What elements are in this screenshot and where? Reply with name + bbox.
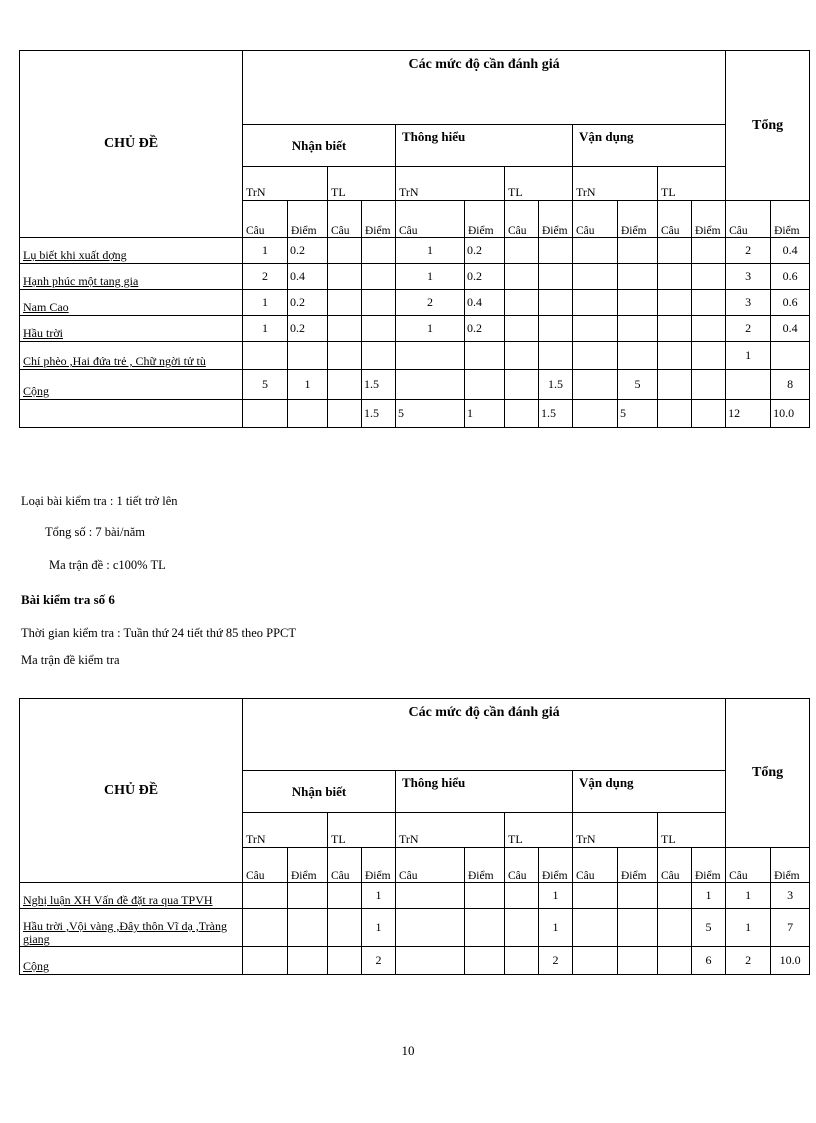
cell: 1.5 <box>539 400 573 428</box>
info-tong-so: Tổng số : 7 bài/năm <box>45 525 145 539</box>
col-cau: Câu <box>573 201 618 238</box>
cell <box>539 264 573 290</box>
row-topic: Chí phèo ,Hai đứa trẻ , Chữ ngời tử tù <box>20 342 243 370</box>
cell <box>618 316 658 342</box>
cell: 0.2 <box>288 238 328 264</box>
cell: 0.4 <box>771 238 810 264</box>
col-diem: Điểm <box>618 201 658 238</box>
matrix-table-2 <box>19 698 810 975</box>
cell: 1 <box>362 883 396 909</box>
cell <box>618 238 658 264</box>
cell <box>618 909 658 947</box>
col-cau: Câu <box>505 848 539 883</box>
cell: 1 <box>362 909 396 947</box>
info-thoi-gian: Thời gian kiểm tra : Tuần thứ 24 tiết thứ 85 theo PPCT <box>21 626 297 640</box>
cell: 1 <box>539 883 573 909</box>
sub-trn: TrN <box>396 167 505 201</box>
sub-tl: TL <box>328 167 396 201</box>
cell <box>692 264 726 290</box>
sub-trn: TrN <box>243 813 328 848</box>
cell <box>362 238 396 264</box>
cell: 1 <box>539 909 573 947</box>
cell <box>505 909 539 947</box>
table-row <box>20 400 810 428</box>
cell <box>328 883 362 909</box>
sub-trn: TrN <box>396 813 505 848</box>
cell: 1 <box>396 238 465 264</box>
cell: 2 <box>726 238 771 264</box>
level-van-dung: Vận dụng <box>573 771 726 813</box>
cell <box>328 909 362 947</box>
cell: 1 <box>726 342 771 370</box>
col-cau: Câu <box>243 848 288 883</box>
cell <box>288 342 328 370</box>
cell <box>692 290 726 316</box>
row-topic <box>20 400 243 428</box>
cell <box>288 947 328 975</box>
cell: 1 <box>288 370 328 400</box>
col-diem: Điểm <box>539 848 573 883</box>
cell: 0.6 <box>771 264 810 290</box>
cell: 5 <box>396 400 465 428</box>
level-nhan-biet: Nhận biết <box>243 771 396 813</box>
col-diem: Điểm <box>362 848 396 883</box>
cell <box>692 342 726 370</box>
col-diem: Điểm <box>465 848 505 883</box>
col-cau: Câu <box>505 201 539 238</box>
col-diem: Điểm <box>618 848 658 883</box>
cell <box>505 290 539 316</box>
cell: 5 <box>618 370 658 400</box>
cell: 8 <box>771 370 810 400</box>
cell: 2 <box>539 947 573 975</box>
cell <box>573 909 618 947</box>
cell: 0.6 <box>771 290 810 316</box>
cell <box>396 909 465 947</box>
col-diem: Điểm <box>692 848 726 883</box>
cell: 2 <box>726 947 771 975</box>
row-topic: Lụ biết khi xuất dợng <box>20 238 243 264</box>
cell: 1 <box>726 909 771 947</box>
cell: 0.4 <box>465 290 505 316</box>
col-diem: Điểm <box>465 201 505 238</box>
cell: 1 <box>726 883 771 909</box>
cell <box>465 909 505 947</box>
cell <box>465 883 505 909</box>
cell: 3 <box>726 290 771 316</box>
table-row <box>20 883 810 909</box>
cell: 0.4 <box>771 316 810 342</box>
cell <box>539 238 573 264</box>
cell <box>288 909 328 947</box>
cell <box>362 290 396 316</box>
cell: 10.0 <box>771 400 810 428</box>
cell <box>505 883 539 909</box>
cell <box>573 238 618 264</box>
cell: 2 <box>396 290 465 316</box>
level-thong-hieu: Thông hiểu <box>396 125 573 167</box>
cell <box>396 342 465 370</box>
cell <box>505 370 539 400</box>
cell <box>539 316 573 342</box>
cell: 1 <box>396 316 465 342</box>
cell <box>328 370 362 400</box>
cell <box>243 909 288 947</box>
col-diem: Điểm <box>771 848 810 883</box>
cell <box>505 342 539 370</box>
col-cau: Câu <box>658 201 692 238</box>
cell <box>243 947 288 975</box>
cell <box>658 316 692 342</box>
table-row <box>20 342 810 370</box>
cell <box>328 342 362 370</box>
cell: 0.2 <box>288 290 328 316</box>
cell <box>658 342 692 370</box>
row-topic: Cộng <box>20 370 243 400</box>
cell <box>465 947 505 975</box>
cell: 2 <box>726 316 771 342</box>
cell <box>573 316 618 342</box>
cell <box>396 947 465 975</box>
cell <box>396 883 465 909</box>
cell <box>505 316 539 342</box>
table-row <box>20 947 810 975</box>
cell <box>362 264 396 290</box>
cell <box>505 947 539 975</box>
cell: 1.5 <box>362 400 396 428</box>
sub-tl: TL <box>505 813 573 848</box>
cell <box>771 342 810 370</box>
cell <box>539 342 573 370</box>
level-van-dung: Vận dụng <box>573 125 726 167</box>
row-topic: Hạnh phúc một tang gia <box>20 264 243 290</box>
col-diem: Điểm <box>771 201 810 238</box>
cell <box>573 947 618 975</box>
cell <box>573 342 618 370</box>
sub-trn: TrN <box>573 813 658 848</box>
sub-trn: TrN <box>573 167 658 201</box>
cell <box>658 883 692 909</box>
cell: 0.2 <box>465 316 505 342</box>
cell <box>396 370 465 400</box>
cell: 7 <box>771 909 810 947</box>
table-row <box>20 238 810 264</box>
cell <box>573 400 618 428</box>
cell <box>658 370 692 400</box>
cell <box>658 264 692 290</box>
cell: 0.4 <box>288 264 328 290</box>
cell <box>288 400 328 428</box>
cell: 2 <box>243 264 288 290</box>
cell <box>328 947 362 975</box>
cell: 1 <box>465 400 505 428</box>
cell: 0.2 <box>465 238 505 264</box>
col-diem: Điểm <box>692 201 726 238</box>
col-diem: Điểm <box>539 201 573 238</box>
cell <box>658 238 692 264</box>
cell <box>658 290 692 316</box>
header-tong: Tổng <box>726 699 810 848</box>
col-cau: Câu <box>328 848 362 883</box>
col-cau: Câu <box>396 848 465 883</box>
col-diem: Điểm <box>288 201 328 238</box>
row-topic: Nam Cao <box>20 290 243 316</box>
cell: 3 <box>771 883 810 909</box>
cell: 1 <box>692 883 726 909</box>
cell <box>288 883 328 909</box>
sub-tl: TL <box>505 167 573 201</box>
table-row <box>20 316 810 342</box>
cell <box>573 370 618 400</box>
cell <box>726 370 771 400</box>
cell <box>505 264 539 290</box>
info-ma-tran-de: Ma trận đề kiểm tra <box>21 653 120 667</box>
cell: 1 <box>243 316 288 342</box>
cell <box>658 400 692 428</box>
header-chu-de: CHỦ ĐỀ <box>20 51 243 238</box>
cell: 5 <box>692 909 726 947</box>
cell <box>328 400 362 428</box>
cell: 1.5 <box>539 370 573 400</box>
cell <box>505 400 539 428</box>
cell <box>243 400 288 428</box>
cell: 1.5 <box>362 370 396 400</box>
sub-tl: TL <box>328 813 396 848</box>
cell <box>692 316 726 342</box>
cell <box>465 342 505 370</box>
cell: 6 <box>692 947 726 975</box>
col-cau: Câu <box>573 848 618 883</box>
info-ma-tran: Ma trận đề : c100% TL <box>49 558 166 572</box>
cell <box>573 264 618 290</box>
table-row <box>20 370 810 400</box>
level-thong-hieu: Thông hiểu <box>396 771 573 813</box>
cell: 1 <box>243 290 288 316</box>
header-tong: Tổng <box>726 51 810 201</box>
info-loai-bai: Loại bài kiểm tra : 1 tiết trở lên <box>21 494 178 508</box>
cell <box>243 342 288 370</box>
cell <box>618 290 658 316</box>
cell <box>539 290 573 316</box>
cell: 12 <box>726 400 771 428</box>
row-topic: Nghị luận XH Vấn đề đặt ra qua TPVH <box>20 883 243 909</box>
cell <box>362 316 396 342</box>
row-topic: Cộng <box>20 947 243 975</box>
col-diem: Điểm <box>288 848 328 883</box>
table-row <box>20 290 810 316</box>
cell <box>618 947 658 975</box>
header-chu-de: CHỦ ĐỀ <box>20 699 243 883</box>
table-row <box>20 264 810 290</box>
sub-trn: TrN <box>243 167 328 201</box>
cell <box>328 316 362 342</box>
col-cau: Câu <box>396 201 465 238</box>
row-topic: Hầu trời ,Vội vàng ,Đây thôn Vĩ dạ ,Tràng giang <box>20 909 243 947</box>
cell: 1 <box>396 264 465 290</box>
cell <box>505 238 539 264</box>
col-cau: Câu <box>328 201 362 238</box>
cell: 3 <box>726 264 771 290</box>
table-row <box>20 909 810 947</box>
cell <box>362 342 396 370</box>
cell: 5 <box>243 370 288 400</box>
col-cau: Câu <box>726 848 771 883</box>
row-topic: Hầu trời <box>20 316 243 342</box>
cell: 1 <box>243 238 288 264</box>
col-cau: Câu <box>658 848 692 883</box>
cell: 5 <box>618 400 658 428</box>
cell <box>658 947 692 975</box>
header-levels: Các mức độ cần đánh giá <box>243 699 726 771</box>
cell <box>328 290 362 316</box>
cell <box>692 370 726 400</box>
cell: 0.2 <box>288 316 328 342</box>
sub-tl: TL <box>658 813 726 848</box>
cell: 0.2 <box>465 264 505 290</box>
cell <box>618 264 658 290</box>
header-levels: Các mức độ cần đánh giá <box>243 51 726 125</box>
cell <box>618 342 658 370</box>
col-diem: Điểm <box>362 201 396 238</box>
sub-tl: TL <box>658 167 726 201</box>
cell <box>692 400 726 428</box>
cell <box>692 238 726 264</box>
cell <box>573 883 618 909</box>
level-nhan-biet: Nhận biết <box>243 125 396 167</box>
cell <box>328 264 362 290</box>
col-cau: Câu <box>726 201 771 238</box>
cell <box>465 370 505 400</box>
cell <box>573 290 618 316</box>
cell: 2 <box>362 947 396 975</box>
cell: 10.0 <box>771 947 810 975</box>
page-number: 10 <box>401 1043 415 1058</box>
info-bai-kiem-tra: Bài kiểm tra số 6 <box>21 592 115 607</box>
cell <box>658 909 692 947</box>
cell <box>243 883 288 909</box>
cell <box>328 238 362 264</box>
cell <box>618 883 658 909</box>
matrix-table-1 <box>19 50 810 428</box>
col-cau: Câu <box>243 201 288 238</box>
